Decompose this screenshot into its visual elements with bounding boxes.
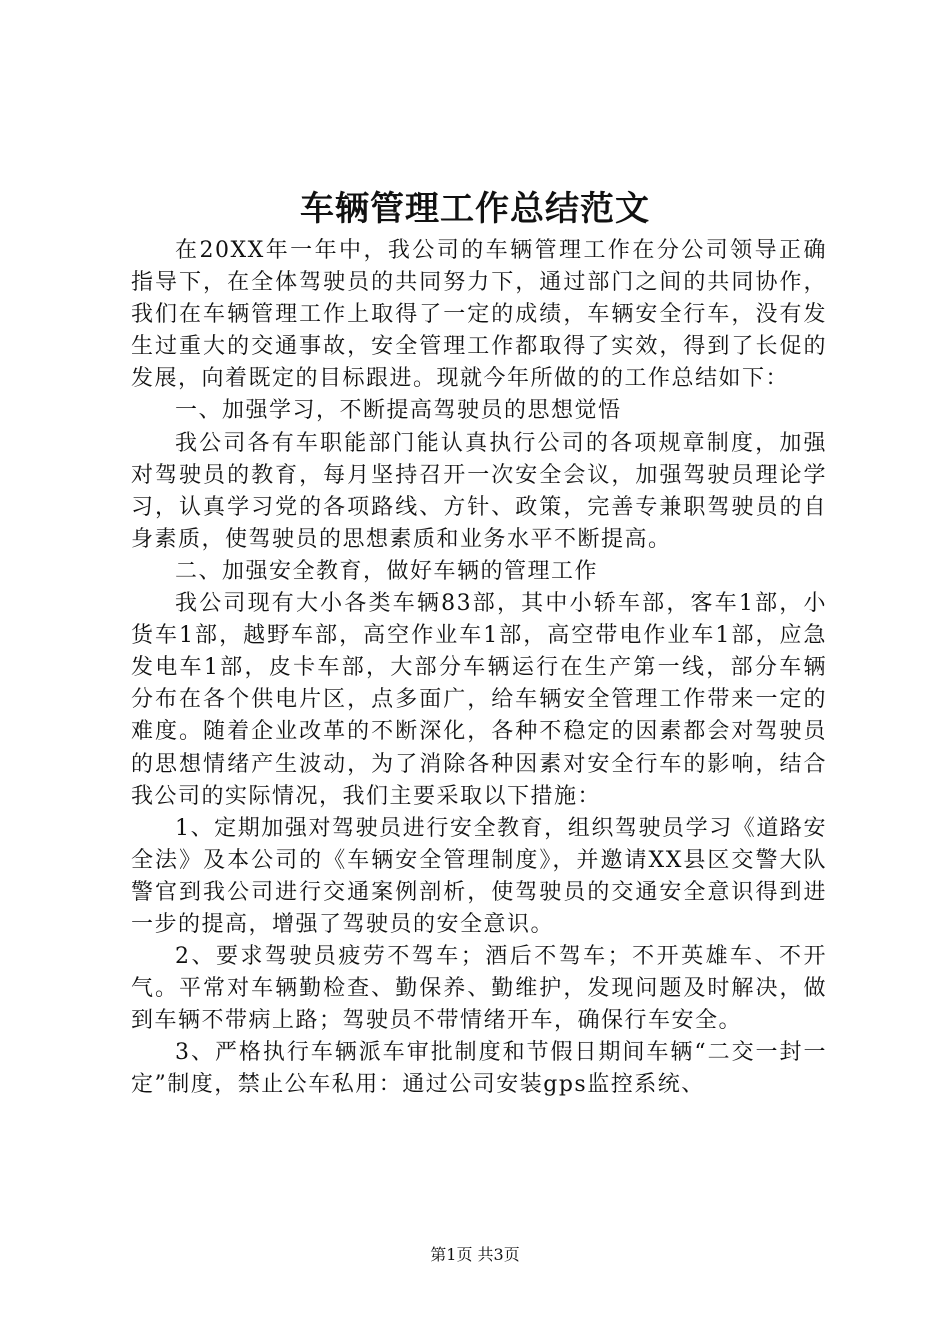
- section-1-paragraph: 我公司各有车职能部门能认真执行公司的各项规章制度，加强对驾驶员的教育，每月坚持召开一次安全会议，加强驾驶员理论学习，认真学习党的各项路线、方针、政策，完善专兼职驾驶员的自身素质，使驾驶员的思想素质和业务水平不断提高。: [131, 430, 827, 552]
- intro-paragraph: 在20XX年一年中，我公司的车辆管理工作在分公司领导正确指导下，在全体驾驶员的共同努力下，通过部门之间的共同协作，我们在车辆管理工作上取得了一定的成绩，车辆安全行车，没有发生过重大的交通事故，安全管理工作都取得了实效，得到了长促的发展，向着既定的目标跟进。现就今年所做的的工作总结如下：: [131, 238, 827, 392]
- measure-item-2: 2、要求驾驶员疲劳不驾车；酒后不驾车；不开英雄车、不开气。平常对车辆勤检查、勤保养、勤维护，发现问题及时解决，做到车辆不带病上路；驾驶员不带情绪开车，确保行车安全。: [131, 944, 827, 1034]
- measure-item-3: 3、严格执行车辆派车审批制度和节假日期间车辆“二交一封一定”制度，禁止公车私用：通过公司安装gps监控系统、: [131, 1040, 827, 1098]
- document-title: 车辆管理工作总结范文: [300, 189, 650, 229]
- measure-item-1: 1、定期加强对驾驶员进行安全教育，组织驾驶员学习《道路安全法》及本公司的《车辆安全管理制度》，并邀请XX县区交警大队警官到我公司进行交通案例剖析，使驾驶员的交通安全意识得到进一步的提高，增强了驾驶员的安全意识。: [131, 815, 827, 937]
- section-heading-1: 一、加强学习，不断提高驾驶员的思想觉悟: [175, 398, 622, 424]
- page-number-footer: 第1页 共3页: [430, 1245, 520, 1264]
- section-heading-2: 二、加强安全教育，做好车辆的管理工作: [175, 558, 599, 584]
- section-2-paragraph: 我公司现有大小各类车辆83部，其中小轿车部，客车1部，小货车1部，越野车部，高空作业车1部，高空带电作业车1部，应急发电车1部，皮卡车部，大部分车辆运行在生产第一线，部分车辆分布在各个供电片区，点多面广，给车辆安全管理工作带来一定的难度。随着企业改革的不断深化，各种不稳定的因素都会对驾驶员的思想情绪产生波动，为了消除各种因素对安全行车的影响，结合我公司的实际情况，我们主要采取以下措施：: [131, 591, 827, 809]
- document-body: [131, 235, 827, 1102]
